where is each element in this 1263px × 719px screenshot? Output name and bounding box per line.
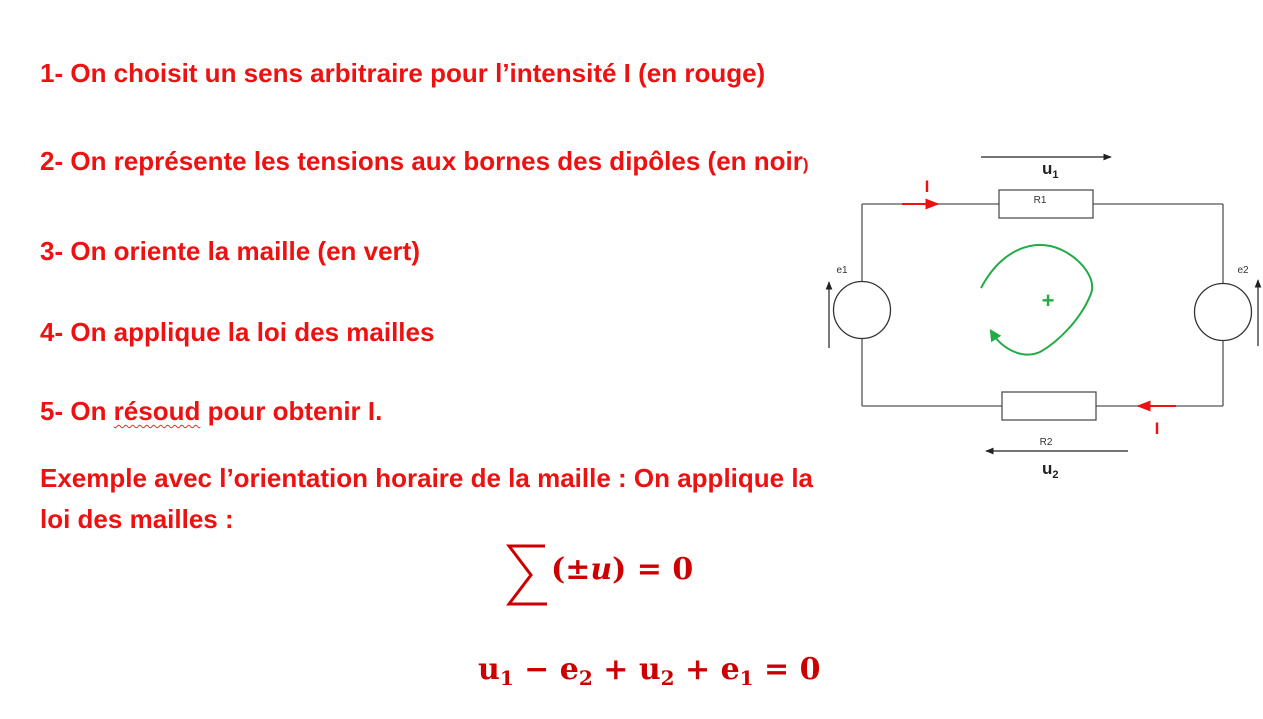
op-minus: −: [513, 652, 560, 687]
term-u2: u: [638, 652, 661, 687]
mesh-orientation-loop: [981, 245, 1092, 355]
term-u2-sub: 2: [660, 666, 675, 690]
u1-base: u: [1042, 159, 1053, 178]
term-e1: e: [720, 652, 740, 687]
example-line-1: Exemple avec l’orientation horaire de la maille : On applique la: [40, 463, 814, 493]
op-plus-1: +: [592, 652, 639, 687]
step-4-text: 4- On applique la loi des mailles: [40, 317, 435, 347]
step-2-closing-paren: ): [802, 155, 809, 174]
current-label-top: I: [924, 177, 930, 196]
mesh-orientation-sign: +: [1041, 288, 1055, 313]
step-5-spellcheck-word: résoud: [113, 396, 201, 426]
step-2: [40, 146, 809, 180]
u1-label: [1042, 159, 1059, 181]
sum-open: (±: [551, 552, 591, 587]
step-3-text: 3- On oriente la maille (en vert): [40, 236, 420, 266]
step-5: [40, 396, 382, 426]
circuit-diagram: [820, 140, 1263, 490]
step-4: [40, 317, 434, 347]
step-2-text: 2- On représente les tensions aux bornes des dipôles (en noir: [40, 146, 803, 176]
step-5-suffix: pour obtenir I.: [200, 396, 383, 426]
sum-rest: ) = 0: [612, 552, 694, 587]
term-u1: u: [478, 652, 500, 687]
term-e1-sub: 1: [739, 666, 754, 690]
term-e2-sub: 2: [578, 666, 593, 690]
term-u1-sub: 1: [499, 666, 514, 690]
step-3: [40, 236, 420, 266]
u2-sub: 2: [1052, 469, 1059, 481]
source-e2-label: e2: [1237, 265, 1249, 276]
sum-variable: u: [590, 552, 613, 587]
resistor-r2: [1002, 392, 1096, 420]
sigma-symbol: [505, 542, 549, 608]
example-line-2: loi des mailles :: [40, 504, 234, 534]
equals-zero: = 0: [753, 652, 821, 687]
step-1-text: 1- On choisit un sens arbitraire pour l’intensité I (en rouge): [40, 58, 766, 88]
u1-sub: 1: [1052, 169, 1059, 181]
current-label-bottom: I: [1154, 419, 1160, 438]
step-1: [40, 58, 765, 88]
u2-label: [1042, 459, 1059, 481]
op-plus-2: +: [674, 652, 721, 687]
sum-expression: [551, 552, 693, 587]
u2-base: u: [1042, 459, 1053, 478]
step-5-prefix: 5- On: [40, 396, 114, 426]
source-e1-label: e1: [836, 265, 848, 276]
resistor-r1-label: R1: [1033, 195, 1047, 206]
term-e2: e: [559, 652, 579, 687]
source-e2: [1195, 284, 1252, 341]
formula-loop-equation: [478, 652, 821, 690]
resistor-r2-label: R2: [1039, 437, 1053, 448]
source-e1: [834, 282, 891, 339]
example-paragraph: [40, 458, 920, 540]
